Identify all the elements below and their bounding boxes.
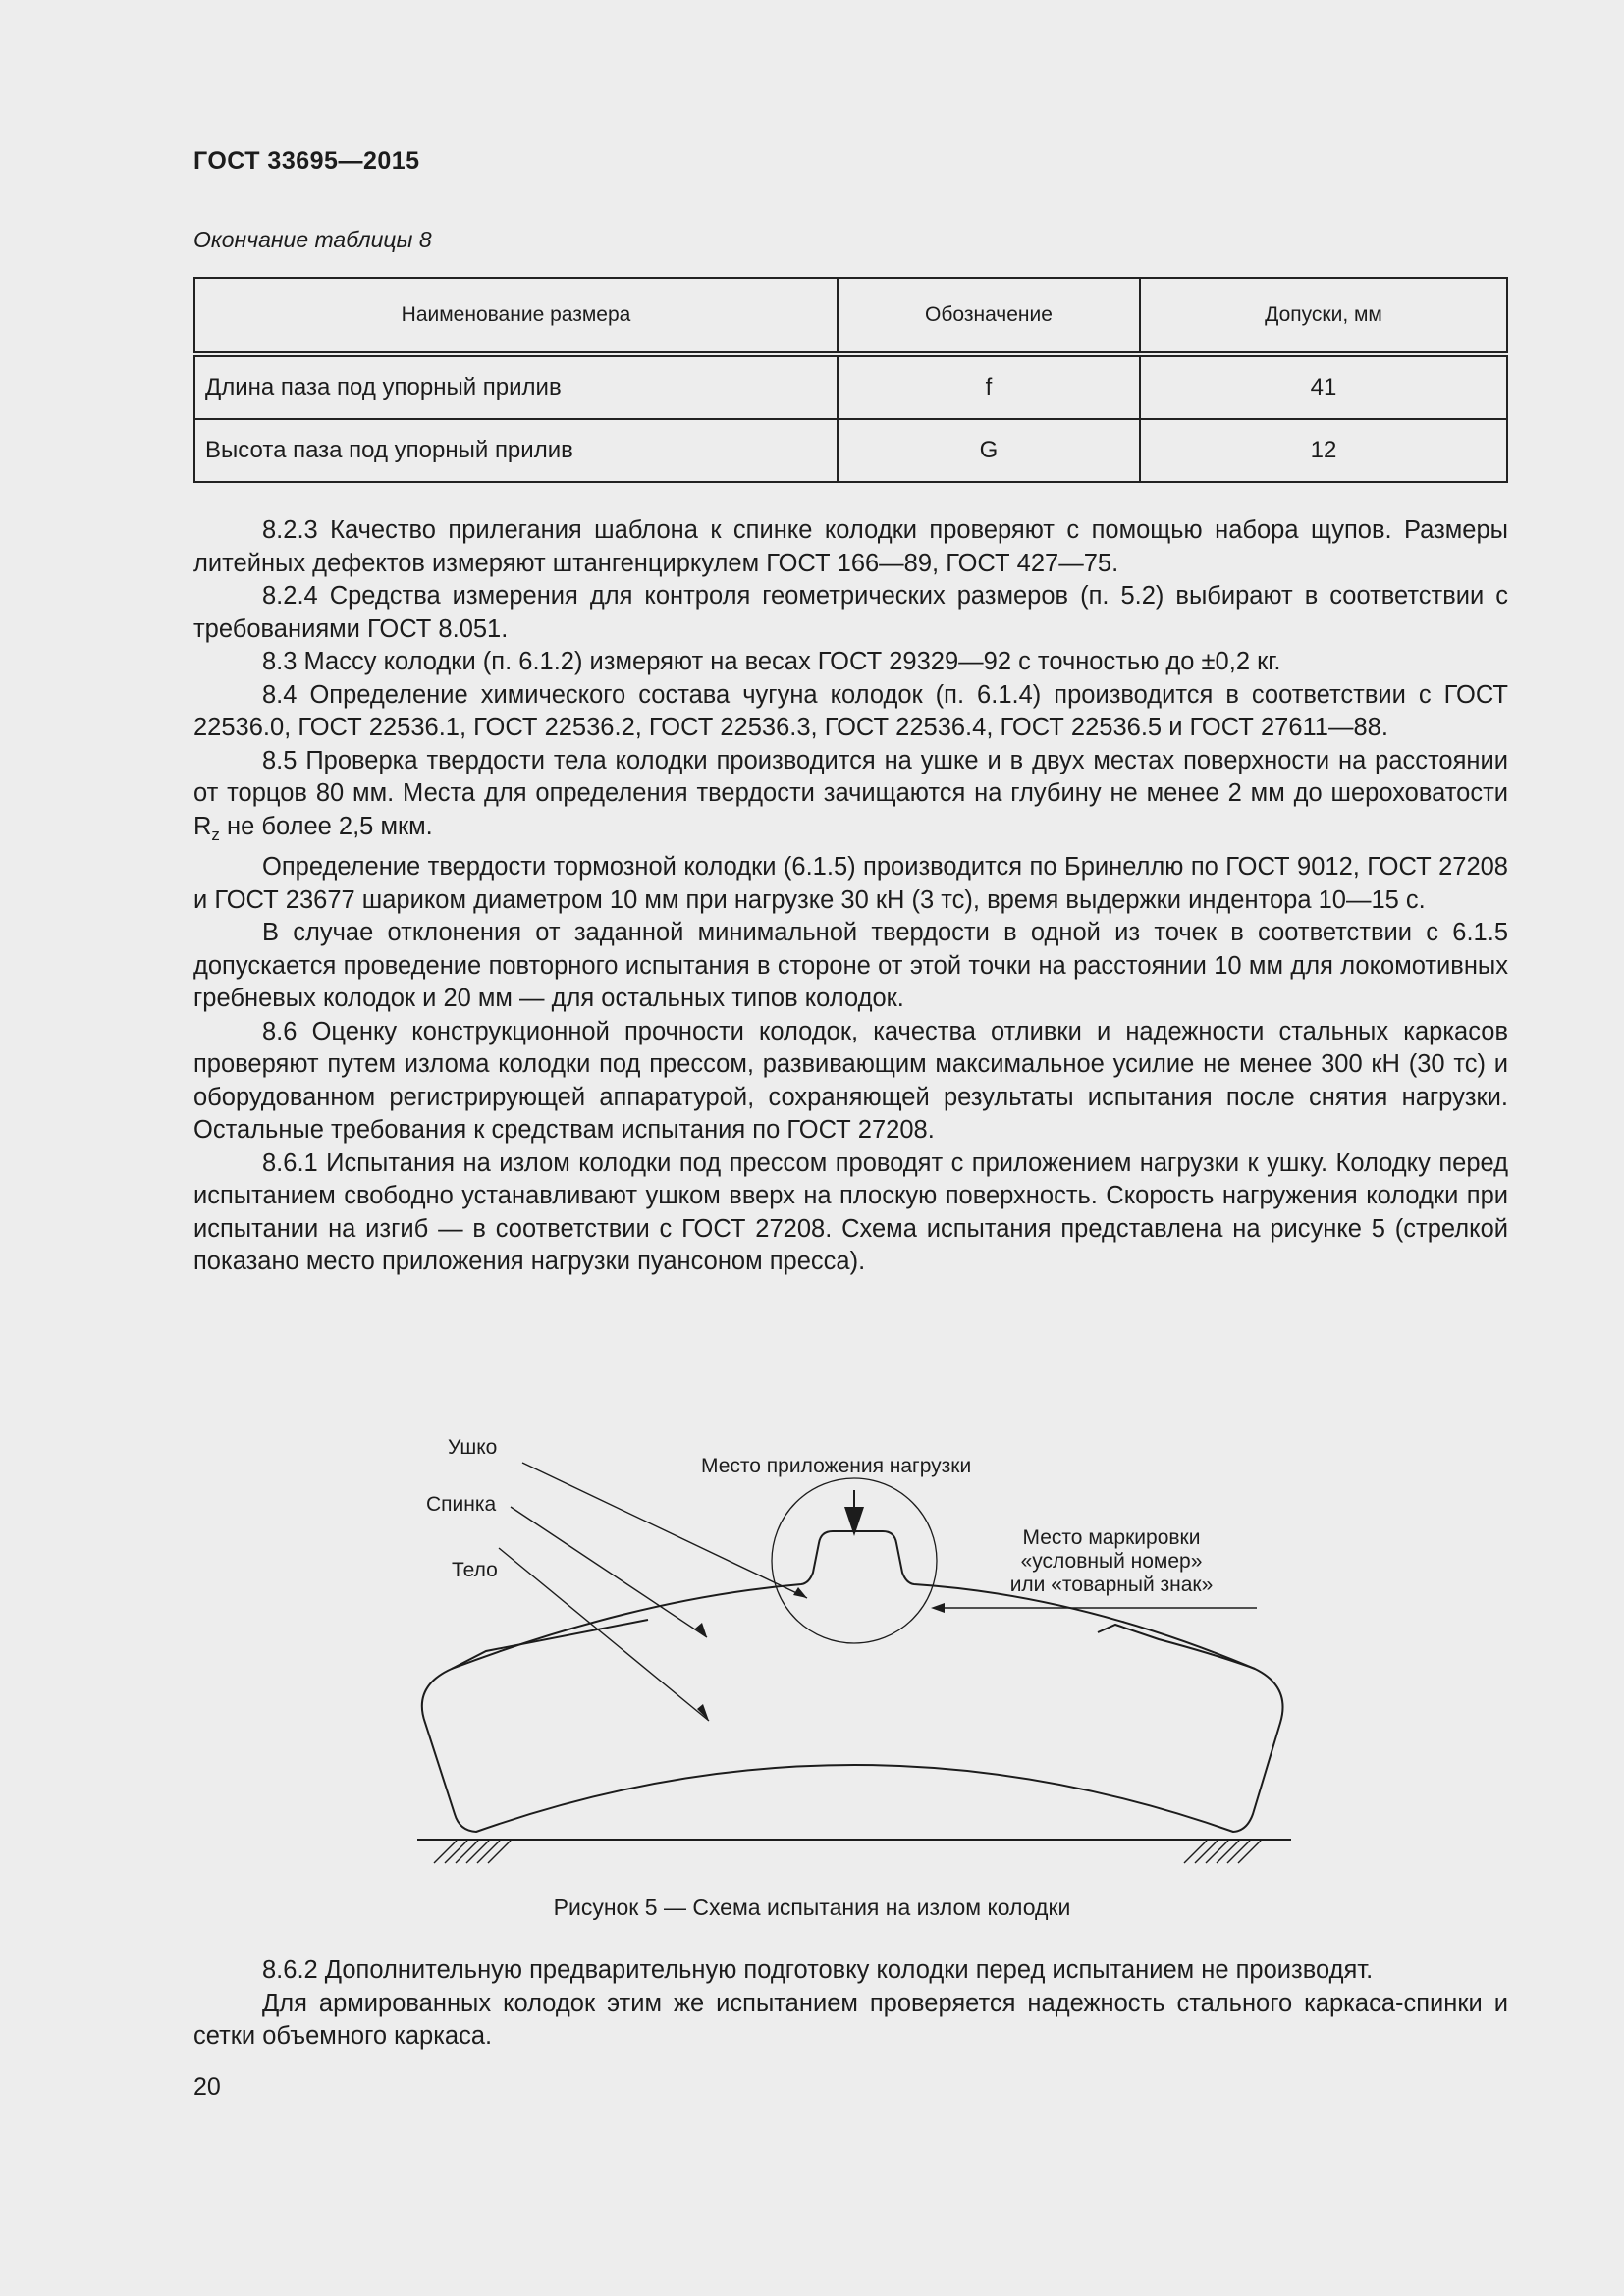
brake-shoe-diagram bbox=[412, 1423, 1296, 1895]
paragraph: 8.6.1 Испытания на излом колодки под прессом проводят с приложением нагрузки к ушку. Колодку перед испытанием свободно устанавливают ушком вверх на плоскую поверхность. Скорость нагружения колодки при испытании на изгиб — в соответствии с ГОСТ 27208. Схема испытания представлена на рисунке 5 (стрелкой показано место приложения нагрузки пуансоном пресса). bbox=[193, 1148, 1508, 1276]
label-marking-line: или «товарный знак» bbox=[1009, 1574, 1214, 1596]
hatch-left bbox=[434, 1841, 511, 1863]
table-cell: Высота паза под упорный прилив bbox=[194, 419, 838, 482]
table-row bbox=[194, 419, 1507, 482]
paragraph: 8.6 Оценку конструкционной прочности колодок, качества отливки и надежности стальных каркасов проверяют путем излома колодки под прессом, развивающим максимальное усилие не менее 300 кН (30 тс) и оборудованном регистрирующей аппаратурой, сохраняющей результаты испытания после снятия нагрузки. Остальные требования к средствам испытания по ГОСТ 27208. bbox=[193, 1017, 1508, 1145]
paragraph-part: не более 2,5 мкм. bbox=[219, 812, 433, 840]
table-row bbox=[194, 354, 1507, 419]
table-header-cell: Обозначение bbox=[838, 278, 1140, 354]
label-spinka: Спинка bbox=[426, 1493, 497, 1516]
table-header-cell: Наименование размера bbox=[194, 278, 838, 354]
body-text bbox=[193, 514, 1508, 1279]
dimensions-table bbox=[193, 277, 1508, 483]
document-code: ГОСТ 33695—2015 bbox=[193, 147, 420, 175]
body-text-after-figure bbox=[193, 1954, 1508, 2054]
paragraph: 8.6.2 Дополнительную предварительную подготовку колодки перед испытанием не производят. bbox=[262, 1956, 1374, 1984]
paragraph: Определение твердости тормозной колодки (6.1.5) производится по Бринеллю по ГОСТ 9012, ГОСТ 27208 и ГОСТ 23677 шариком диаметром 10 мм при нагрузке 30 кН (3 тс), время выдержки индентора 10—15 с. bbox=[193, 853, 1508, 914]
paragraph: 8.2.3 Качество прилегания шаблона к спинке колодки проверяют с помощью набора щупов. Размеры литейных дефектов измеряют штангенциркулем ГОСТ 166—89, ГОСТ 427—75. bbox=[193, 516, 1508, 577]
table-cell: f bbox=[838, 354, 1140, 419]
table-cell: Длина паза под упорный прилив bbox=[194, 354, 838, 419]
paragraph: 8.3 Массу колодки (п. 6.1.2) измеряют на весах ГОСТ 29329—92 с точностью до ±0,2 кг. bbox=[262, 648, 1281, 675]
spine-left bbox=[452, 1620, 648, 1669]
paragraph: 8.2.4 Средства измерения для контроля геометрических размеров (п. 5.2) выбирают в соответствии с требованиями ГОСТ 8.051. bbox=[193, 582, 1508, 643]
paragraph: 8.4 Определение химического состава чугуна колодок (п. 6.1.4) производится в соответствии с ГОСТ 22536.0, ГОСТ 22536.1, ГОСТ 22536.2, ГОСТ 22536.3, ГОСТ 22536.4, ГОСТ 22536.5 и ГОСТ 27611—88. bbox=[193, 680, 1508, 741]
table-caption: Окончание таблицы 8 bbox=[193, 227, 432, 252]
label-telo: Тело bbox=[452, 1559, 498, 1581]
label-marking-place bbox=[984, 1526, 1239, 1597]
table-header-cell: Допуски, мм bbox=[1140, 278, 1507, 354]
paragraph: В случае отклонения от заданной минимальной твердости в одной из точек в соответствии с 6.1.5 допускается проведение повторного испытания в стороне от этой точки на расстоянии 10 мм для локомотивных гребневых колодок и 20 мм — для остальных типов колодок. bbox=[193, 919, 1508, 1013]
label-marking-line: «условный номер» bbox=[1020, 1550, 1203, 1573]
paragraph-part: 8.5 Проверка твердости тела колодки производится на ушке и в двух местах поверхности на расстоянии от торцов 80 мм. Места для определения твердости зачищаются на глубину не менее 2 мм до шероховатости R bbox=[193, 746, 1508, 840]
table-cell: 12 bbox=[1140, 419, 1507, 482]
figure-caption: Рисунок 5 — Схема испытания на излом колодки bbox=[553, 1895, 1071, 1920]
leader-ushko bbox=[522, 1463, 807, 1598]
label-load-point: Место приложения нагрузки bbox=[701, 1455, 972, 1477]
hatch-right bbox=[1184, 1841, 1261, 1863]
label-marking-line: Место маркировки bbox=[1022, 1526, 1201, 1549]
table-header-row bbox=[194, 278, 1507, 354]
subscript: z bbox=[211, 825, 220, 844]
paragraph bbox=[193, 745, 1508, 852]
leader-telo bbox=[499, 1548, 709, 1721]
spine-right bbox=[1098, 1625, 1255, 1669]
paragraph: Для армированных колодок этим же испытанием проверяется надежность стального каркаса-спинки и сетки объемного каркаса. bbox=[193, 1989, 1508, 2050]
leader-arrowhead-ushko bbox=[793, 1587, 807, 1598]
label-ushko: Ушко bbox=[448, 1436, 498, 1459]
leader-arrowhead-marking bbox=[931, 1603, 945, 1613]
figure-brake-shoe-test bbox=[412, 1423, 1296, 1895]
table-cell: G bbox=[838, 419, 1140, 482]
page-number: 20 bbox=[193, 2073, 221, 2101]
table-cell: 41 bbox=[1140, 354, 1507, 419]
